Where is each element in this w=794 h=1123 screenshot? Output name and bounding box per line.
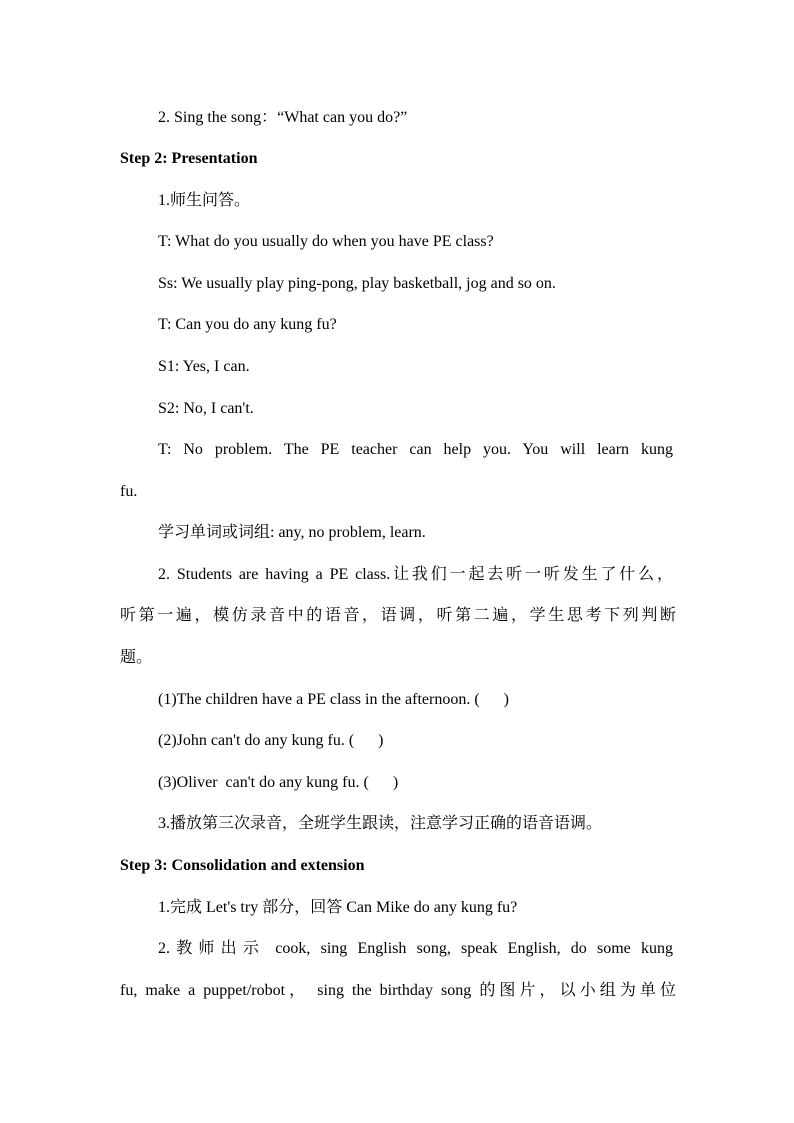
- dialogue-line-continued: fu.: [120, 483, 138, 500]
- picture-activity-line: 2.教师出示 cook, sing English song, speak English, do some kung: [158, 940, 673, 957]
- true-false-question: (3)Oliver can't do any kung fu. ( ): [158, 774, 399, 791]
- dialogue-line: T: No problem. The PE teacher can help you. You will learn kung: [158, 441, 673, 458]
- dialogue-line: S2: No, I can't.: [158, 400, 254, 417]
- vocabulary-line: 学习单词或词组: any, no problem, learn.: [158, 524, 426, 541]
- sing-song-line: 2. Sing the song：“What can you do?”: [158, 109, 408, 126]
- listening-task-line-continued: 听第一遍，模仿录音中的语音，语调，听第二遍，学生思考下列判断: [120, 607, 676, 624]
- dialogue-line: T: Can you do any kung fu?: [158, 316, 337, 333]
- dialogue-line: T: What do you usually do when you have PE class?: [158, 233, 494, 250]
- listening-task-line: 2. Students are having a PE class.让我们一起去听一听发生了什么，: [158, 566, 673, 583]
- true-false-question: (2)John can't do any kung fu. ( ): [158, 732, 384, 749]
- dialogue-line: Ss: We usually play ping-pong, play basketball, jog and so on.: [158, 275, 556, 292]
- lets-try-line: 1.完成 Let's try 部分，回答 Can Mike do any kung fu?: [158, 899, 518, 916]
- teacher-student-qa-line: 1.师生问答。: [158, 192, 251, 209]
- step-2-heading: Step 2: Presentation: [120, 150, 258, 167]
- listening-task-line-end: 题。: [120, 649, 153, 666]
- dialogue-line: S1: Yes, I can.: [158, 358, 250, 375]
- third-listening-line: 3.播放第三次录音，全班学生跟读，注意学习正确的语音语调。: [158, 815, 603, 832]
- true-false-question: (1)The children have a PE class in the afternoon. ( ): [158, 691, 509, 708]
- picture-activity-line-continued: fu, make a puppet/robot， sing the birthday song 的图片，以小组为单位: [120, 982, 676, 999]
- step-3-heading: Step 3: Consolidation and extension: [120, 857, 365, 874]
